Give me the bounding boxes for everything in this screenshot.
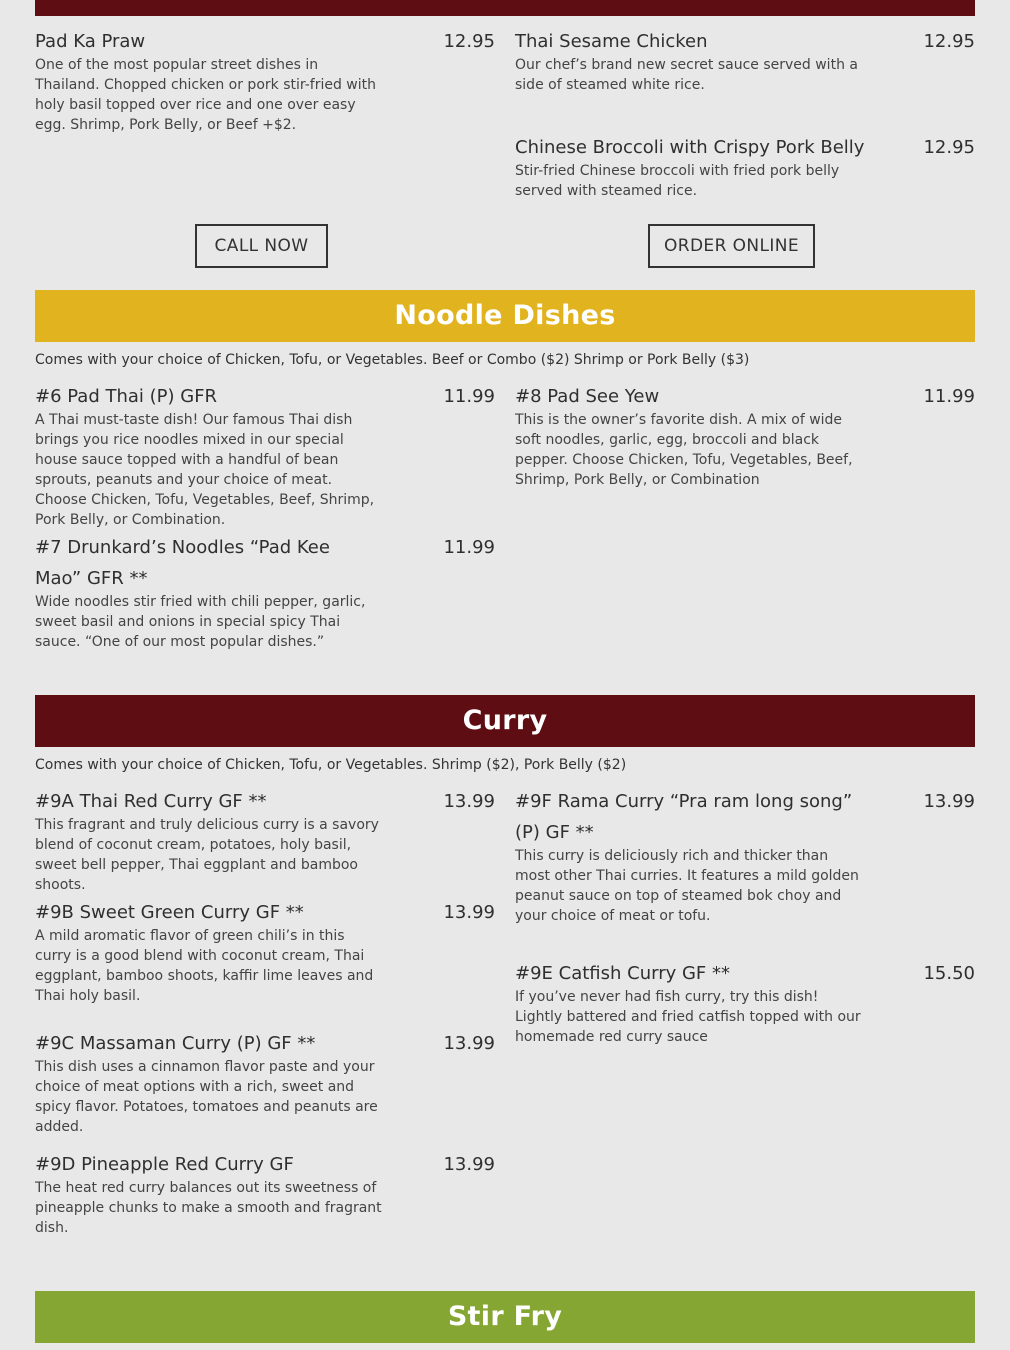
item-description: The heat red curry balances out its sweetness of pineapple chunks to make a smooth and fragrant dish. [35, 1180, 382, 1236]
item-title: #9E Catfish Curry GF ** [515, 963, 730, 984]
section-note: Comes with your choice of Chicken, Tofu, or Vegetables. Shrimp ($2), Pork Belly ($2) [35, 757, 627, 773]
item-price: 11.99 [443, 537, 495, 558]
section-heading-noodle-dishes: Noodle Dishes [35, 290, 975, 342]
section-note: Comes with your choice of Chicken, Tofu, or Vegetables. Beef or Combo ($2) Shrimp or Pork Belly ($3) [35, 352, 750, 368]
item-price: 12.95 [443, 31, 495, 52]
order-online-button[interactable]: ORDER ONLINE [648, 224, 815, 268]
menu-item [35, 26, 495, 135]
item-description: If you’ve never had fish curry, try this dish! Lightly battered and fried catfish topped with our homemade red curry sauce [515, 989, 861, 1045]
previous-section-banner [35, 0, 975, 16]
item-title: #8 Pad See Yew [515, 386, 660, 407]
menu-item [35, 897, 495, 1006]
item-description: One of the most popular street dishes in Thailand. Chopped chicken or pork stir-fried with holy basil topped over rice and one over easy egg. Shrimp, Pork Belly, or Beef +$2. [35, 57, 377, 133]
menu-item [35, 1028, 495, 1137]
item-description: This fragrant and truly delicious curry is a savory blend of coconut cream, potatoes, holy basil, sweet bell pepper, Thai eggplant and bamboo shoots. [35, 817, 379, 893]
item-title: Chinese Broccoli with Crispy Pork Belly [515, 137, 865, 158]
call-now-button[interactable]: CALL NOW [195, 224, 328, 268]
item-description: A Thai must-taste dish! Our famous Thai dish brings you rice noodles mixed in our special house sauce topped with a handful of bean sprouts, peanuts and your choice of meat. Choose Chicken, Tofu, Vegetables, Beef, Shrimp, Pork Belly, or Combination. [35, 412, 375, 528]
item-description: Wide noodles stir fried with chili pepper, garlic, sweet basil and onions in special spicy Thai sauce. “One of our most popular dishes.” [35, 594, 366, 650]
menu-item [515, 958, 975, 1047]
menu-item [515, 381, 975, 490]
item-price: 11.99 [443, 386, 495, 407]
item-title: #9C Massaman Curry (P) GF ** [35, 1033, 316, 1054]
menu-item [35, 532, 495, 652]
item-title: #9A Thai Red Curry GF ** [35, 791, 267, 812]
item-description: This dish uses a cinnamon flavor paste and your choice of meat options with a rich, sweet and spicy flavor. Potatoes, tomatoes and peanuts are added. [35, 1059, 378, 1135]
item-price: 13.99 [443, 1033, 495, 1054]
item-description: This curry is deliciously rich and thicker than most other Thai curries. It features a mild golden peanut sauce on top of steamed bok choy and your choice of meat or tofu. [515, 848, 859, 924]
item-description: Stir-fried Chinese broccoli with fried pork belly served with steamed rice. [515, 163, 840, 199]
item-price: 13.99 [443, 1154, 495, 1175]
item-description: This is the owner’s favorite dish. A mix of wide soft noodles, garlic, egg, broccoli and black pepper. Choose Chicken, Tofu, Vegetables, Beef, Shrimp, Pork Belly, or Combination [515, 412, 853, 488]
item-price: 11.99 [923, 386, 975, 407]
menu-item [515, 132, 975, 201]
menu-item [515, 786, 975, 926]
item-description: A mild aromatic flavor of green chili’s in this curry is a good blend with coconut cream, Thai eggplant, bamboo shoots, kaffir lime leaves and Thai holy basil. [35, 928, 374, 1004]
section-heading-stir-fry: Stir Fry [35, 1291, 975, 1343]
item-title: #9D Pineapple Red Curry GF [35, 1154, 294, 1175]
item-price: 13.99 [443, 791, 495, 812]
item-title: #9F Rama Curry “Pra ram long song” (P) GF ** [515, 791, 853, 843]
item-price: 12.95 [923, 137, 975, 158]
item-title: #6 Pad Thai (P) GFR [35, 386, 218, 407]
item-price: 15.50 [923, 963, 975, 984]
menu-item [35, 1149, 495, 1238]
item-title: #9B Sweet Green Curry GF ** [35, 902, 304, 923]
item-description: Our chef’s brand new secret sauce served with a side of steamed white rice. [515, 57, 858, 93]
item-title: Pad Ka Praw [35, 31, 146, 52]
item-price: 12.95 [923, 31, 975, 52]
item-title: Thai Sesame Chicken [515, 31, 708, 52]
menu-item [35, 381, 495, 530]
item-title: #7 Drunkard’s Noodles “Pad Kee Mao” GFR ** [35, 537, 330, 589]
menu-item [515, 26, 975, 95]
menu-item [35, 786, 495, 895]
item-price: 13.99 [443, 902, 495, 923]
section-heading-curry: Curry [35, 695, 975, 747]
item-price: 13.99 [923, 791, 975, 812]
